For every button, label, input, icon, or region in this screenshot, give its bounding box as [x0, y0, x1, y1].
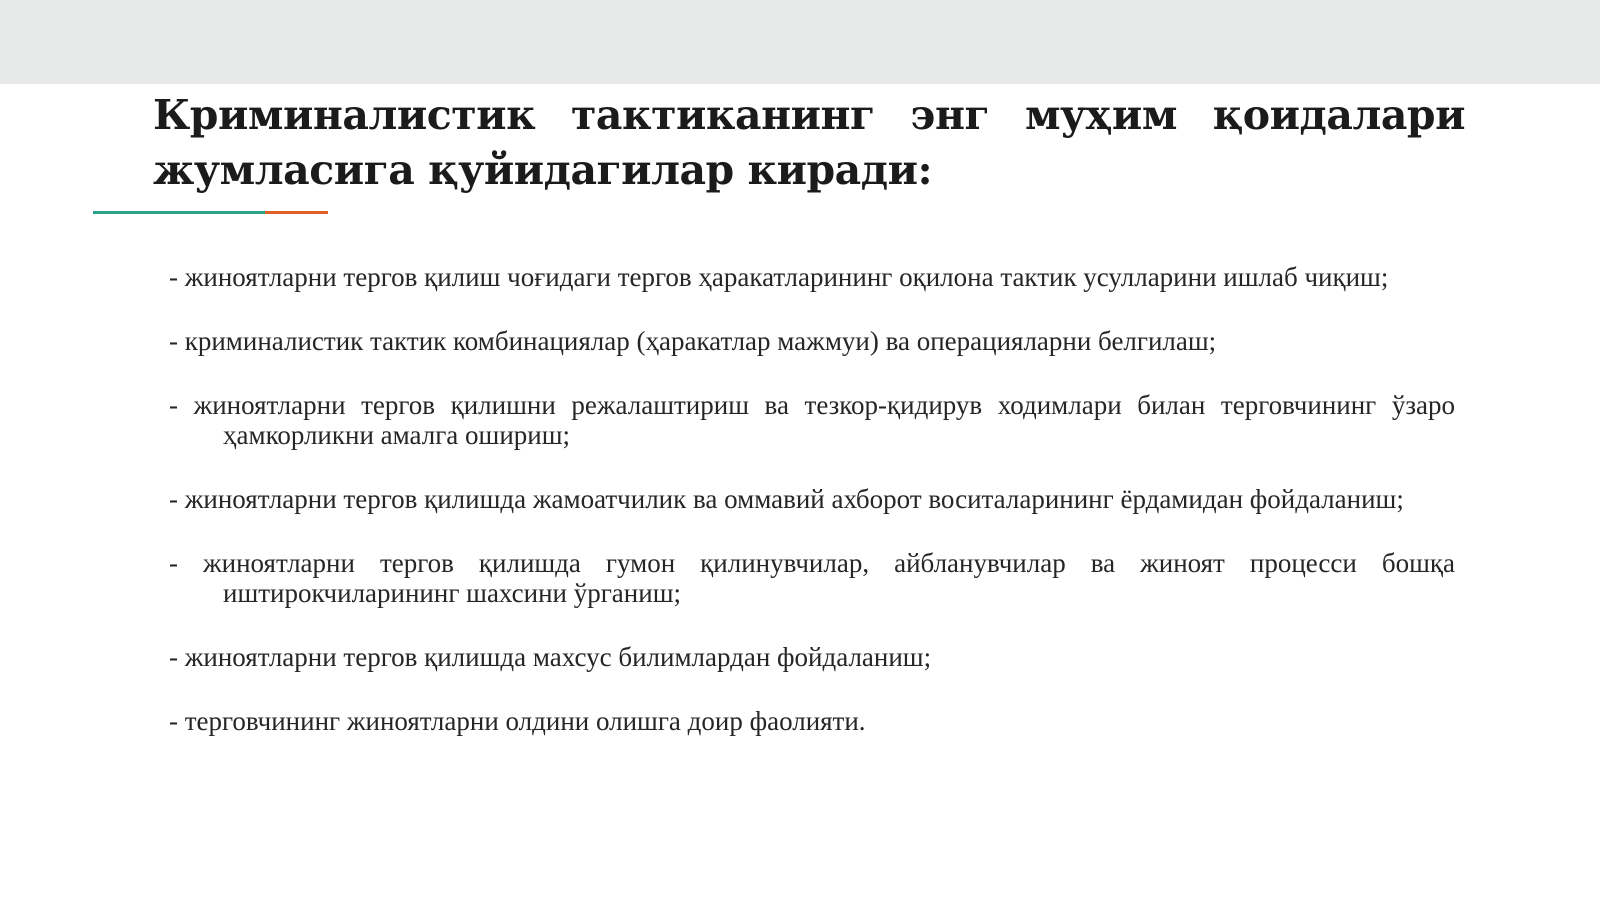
header-band: [0, 0, 1600, 84]
list-item: - жиноятларни тергов қилиш чоғидаги тергов ҳаракатларининг оқилона тактик усулларини ишлаб чиқиш;: [169, 262, 1389, 292]
list-item: - жиноятларни тергов қилишни режалаштириш ва тезкор-қидирув ходимлари билан терговчининг ўзаро ҳамкорликни амалга ошириш;: [169, 390, 1455, 450]
rules-list: [169, 262, 1455, 736]
list-item: - криминалистик тактик комбинациялар (ҳаракатлар мажмуи) ва операцияларни белгилаш;: [169, 326, 1217, 356]
list-item: - жиноятларни тергов қилишда махсус билимлардан фойдаланиш;: [169, 642, 932, 672]
accent-line-green: [93, 211, 265, 214]
accent-line-orange: [265, 211, 328, 214]
list-item: - жиноятларни тергов қилишда гумон қилинувчилар, айбланувчилар ва жиноят процесси бошқа иштирокчиларининг шахсини ўрганиш;: [169, 548, 1455, 608]
slide-title: Криминалистик тактиканинг энг муҳим қоидалари жумласига қуйидагилар киради:: [153, 91, 1465, 194]
list-item: - жиноятларни тергов қилишда жамоатчилик ва оммавий ахборот воситаларининг ёрдамидан фойдаланиш;: [169, 484, 1404, 514]
title-accent-line: [93, 211, 328, 214]
list-item: - терговчининг жиноятларни олдини олишга доир фаолияти.: [169, 706, 866, 736]
